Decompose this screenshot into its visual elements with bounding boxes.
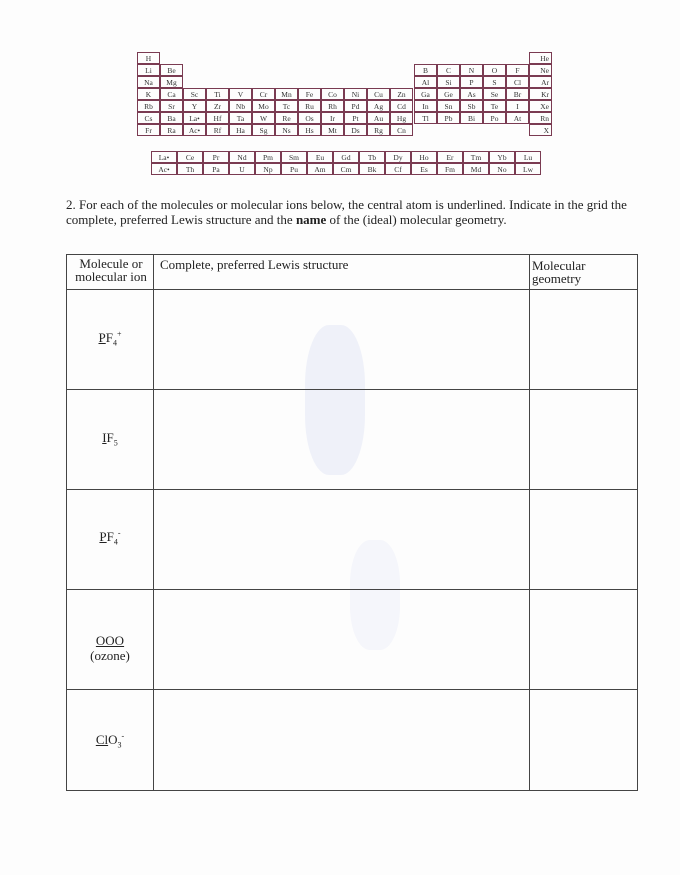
element-Pr: Pr (203, 151, 229, 163)
element-Md: Md (463, 163, 489, 175)
element-X: X (529, 124, 552, 136)
element-P: P (460, 76, 483, 88)
element-Gd: Gd (333, 151, 359, 163)
element-Au: Au (367, 112, 390, 124)
element-Th: Th (177, 163, 203, 175)
element-Lw: Lw (515, 163, 541, 175)
element-Mn: Mn (275, 88, 298, 100)
element-Ar: Ar (529, 76, 552, 88)
element-Xe: Xe (529, 100, 552, 112)
element-I: I (506, 100, 529, 112)
element-Hs: Hs (298, 124, 321, 136)
question-bold-word: name (295, 211, 327, 227)
element-Na: Na (137, 76, 160, 88)
element-Mg: Mg (160, 76, 183, 88)
element-Rb: Rb (137, 100, 160, 112)
element-Re: Re (275, 112, 298, 124)
element-B: B (414, 64, 437, 76)
element-Co: Co (321, 88, 344, 100)
ozone-note: (ozone) (90, 648, 130, 663)
element-Po: Po (483, 112, 506, 124)
element-U: U (229, 163, 255, 175)
element-Ne: Ne (529, 64, 552, 76)
element-Ce: Ce (177, 151, 203, 163)
element-Sm: Sm (281, 151, 307, 163)
element-He: He (529, 52, 552, 64)
element-Cm: Cm (333, 163, 359, 175)
element-C: C (437, 64, 460, 76)
element-Np: Np (255, 163, 281, 175)
molecule-label: $PF_4^-$ (99, 528, 121, 547)
element-Cr: Cr (252, 88, 275, 100)
element-Ta: Ta (229, 112, 252, 124)
molecule-label (66, 633, 154, 663)
element-Ga: Ga (414, 88, 437, 100)
element-Lu: Lu (515, 151, 541, 163)
element-Rh: Rh (321, 100, 344, 112)
element-N: N (460, 64, 483, 76)
element-Tb: Tb (359, 151, 385, 163)
element-Eu: Eu (307, 151, 333, 163)
element-Y: Y (183, 100, 206, 112)
element-Pa: Pa (203, 163, 229, 175)
element-Ns: Ns (275, 124, 298, 136)
element-Ni: Ni (344, 88, 367, 100)
question-number: 2. (66, 197, 76, 212)
col-header-lewis: Complete, preferred Lewis structure (160, 257, 349, 272)
element-Ba: Ba (160, 112, 183, 124)
question-text-before: For each of the molecules or molecular ions below, the central atom is underlined. Indicate in the grid the complete, preferred Lewis structure and the (66, 197, 627, 227)
element-Ho: Ho (411, 151, 437, 163)
element-Hg: Hg (390, 112, 413, 124)
element-Si: Si (437, 76, 460, 88)
ozone-formula: OOO (95, 633, 125, 648)
col-header-molecule-line1: Molecule or (79, 256, 143, 271)
element-Ra: Ra (160, 124, 183, 136)
element-Dy: Dy (385, 151, 411, 163)
element-Nd: Nd (229, 151, 255, 163)
periodic-table (137, 52, 557, 138)
central-atom: P (99, 529, 107, 544)
element-Pm: Pm (255, 151, 281, 163)
element-Yb: Yb (489, 151, 515, 163)
element-Er: Er (437, 151, 463, 163)
element-Am: Am (307, 163, 333, 175)
element-Zr: Zr (206, 100, 229, 112)
element-Pb: Pb (437, 112, 460, 124)
element-At: At (506, 112, 529, 124)
element-Mt: Mt (321, 124, 344, 136)
lanthanide-actinide-table (151, 151, 541, 175)
element-Es: Es (411, 163, 437, 175)
element-Zn: Zn (390, 88, 413, 100)
element-Te: Te (483, 100, 506, 112)
element-Nb: Nb (229, 100, 252, 112)
element-Sn: Sn (437, 100, 460, 112)
question-text-after: of the (ideal) molecular geometry. (326, 211, 507, 227)
col-header-molecule (71, 257, 151, 283)
element-Pd: Pd (344, 100, 367, 112)
element-Fe: Fe (298, 88, 321, 100)
element-Rg: Rg (367, 124, 390, 136)
element-In: In (414, 100, 437, 112)
question-2 (66, 198, 636, 227)
element-Br: Br (506, 88, 529, 100)
element-Ag: Ag (367, 100, 390, 112)
molecule-label: $IF_5$ (102, 430, 118, 448)
col-header-geometry-line1: Molecular (532, 258, 586, 273)
element-Kr: Kr (529, 88, 552, 100)
col-header-geometry (532, 259, 585, 285)
element-Cn: Cn (390, 124, 413, 136)
element-Ds: Ds (344, 124, 367, 136)
col-header-molecule-line2: molecular ion (75, 269, 147, 284)
element-Al: Al (414, 76, 437, 88)
element-Pu: Pu (281, 163, 307, 175)
element-Sb: Sb (460, 100, 483, 112)
element-Sg: Sg (252, 124, 275, 136)
element-Os: Os (298, 112, 321, 124)
element-Ac: Ac• (183, 124, 206, 136)
molecule-label: $PF_4^+$ (98, 329, 122, 348)
molecule-label: ClO$_3$- (95, 731, 125, 750)
element-Bk: Bk (359, 163, 385, 175)
answer-grid (66, 254, 638, 791)
col-header-geometry-line2: geometry (532, 271, 582, 286)
element-Ti: Ti (206, 88, 229, 100)
element-Rn: Rn (529, 112, 552, 124)
element-Cs: Cs (137, 112, 160, 124)
element-La: La• (183, 112, 206, 124)
element-V: V (229, 88, 252, 100)
element-No: No (489, 163, 515, 175)
element-Tl: Tl (414, 112, 437, 124)
element-Be: Be (160, 64, 183, 76)
central-atom: Cl (95, 732, 109, 747)
element-Hf: Hf (206, 112, 229, 124)
element-Pt: Pt (344, 112, 367, 124)
element-Tm: Tm (463, 151, 489, 163)
element-Ge: Ge (437, 88, 460, 100)
element-Se: Se (483, 88, 506, 100)
element-O: O (483, 64, 506, 76)
element-Ru: Ru (298, 100, 321, 112)
element-Sc: Sc (183, 88, 206, 100)
element-Mo: Mo (252, 100, 275, 112)
element-Cf: Cf (385, 163, 411, 175)
element-Ac: Ac• (151, 163, 177, 175)
element-As: As (460, 88, 483, 100)
element-Cu: Cu (367, 88, 390, 100)
element-F: F (506, 64, 529, 76)
central-atom: P (98, 330, 106, 345)
element-Fm: Fm (437, 163, 463, 175)
central-atom: I (102, 430, 107, 445)
element-Sr: Sr (160, 100, 183, 112)
element-Ca: Ca (160, 88, 183, 100)
element-Bi: Bi (460, 112, 483, 124)
element-Ha: Ha (229, 124, 252, 136)
element-La: La• (151, 151, 177, 163)
element-Tc: Tc (275, 100, 298, 112)
element-S: S (483, 76, 506, 88)
element-Li: Li (137, 64, 160, 76)
element-Fr: Fr (137, 124, 160, 136)
element-Rf: Rf (206, 124, 229, 136)
element-H: H (137, 52, 160, 64)
element-W: W (252, 112, 275, 124)
element-Cl: Cl (506, 76, 529, 88)
element-Ir: Ir (321, 112, 344, 124)
element-K: K (137, 88, 160, 100)
element-Cd: Cd (390, 100, 413, 112)
